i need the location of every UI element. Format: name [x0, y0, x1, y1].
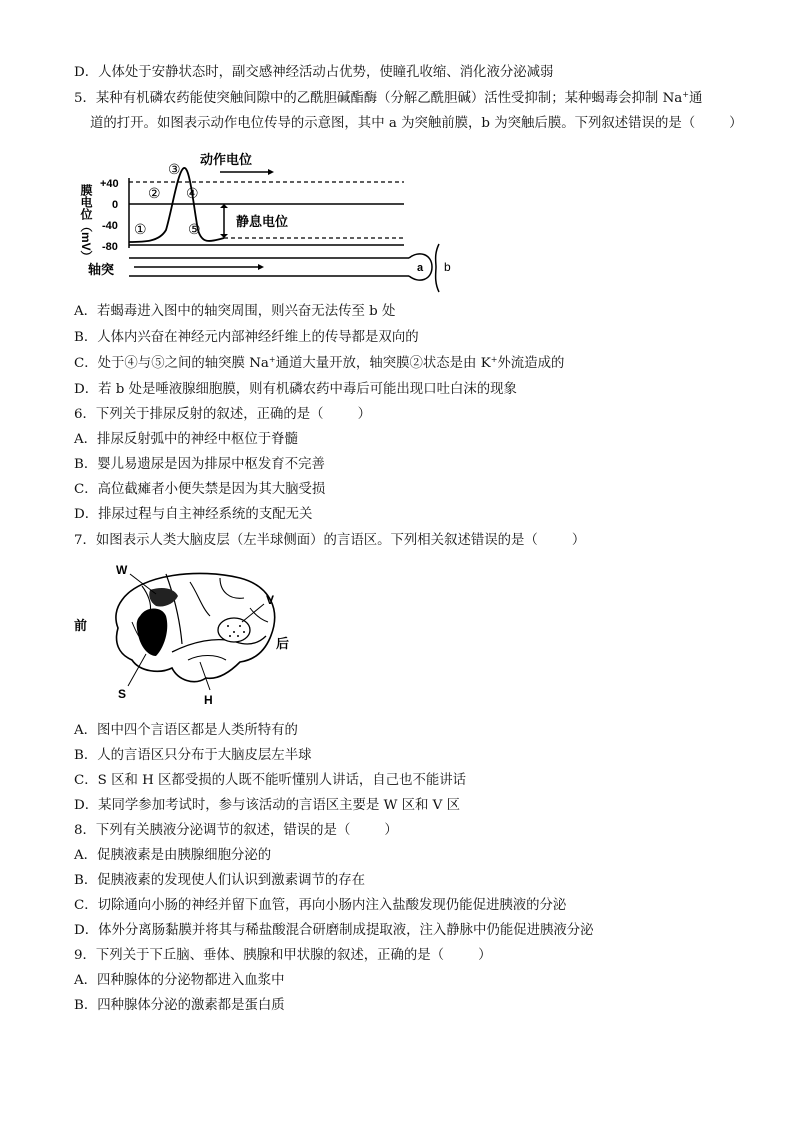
q6-stem: 6．下列关于排尿反射的叙述，正确的是（ ） — [74, 407, 371, 422]
q5-stem-line-2: 道的打开。如图表示动作电位传导的示意图，其中 a 为突触前膜，b 为突触后膜。下列叙述错误的是（ ） — [90, 116, 743, 131]
label-axon: 轴突 — [88, 262, 115, 277]
q7-stem: 7．如图表示人类大脑皮层（左半球侧面）的言语区。下列相关叙述错误的是（ ） — [74, 533, 586, 548]
label-action-potential: 动作电位 — [200, 152, 253, 167]
q9-stem: 9．下列关于下丘脑、垂体、胰腺和甲状腺的叙述，正确的是（ ） — [74, 948, 492, 963]
q5-option-a: A．若蝎毒进入图中的轴突周围，则兴奋无法传至 b 处 — [74, 304, 396, 319]
q6-option-a: A．排尿反射弧中的神经中枢位于脊髓 — [74, 432, 298, 447]
q8-option-c: C．切除通向小肠的神经并留下血管，再向小肠内注入盐酸发现仍能促进胰液的分泌 — [74, 898, 567, 913]
q7-option-c: C．S 区和 H 区都受损的人既不能听懂别人讲话，自己也不能讲话 — [74, 773, 467, 788]
marker-4: ④ — [186, 186, 199, 202]
label-front: 前 — [74, 619, 88, 634]
q9-option-b: B．四种腺体分泌的激素都是蛋白质 — [74, 998, 285, 1013]
q6-option-d: D．排尿过程与自主神经系统的支配无关 — [74, 507, 313, 522]
q8-option-b: B．促胰液素的发现使人们认识到激素调节的存在 — [74, 873, 366, 888]
tick-plus40: +40 — [100, 178, 119, 190]
q6-option-b: B．婴儿易遗尿是因为排尿中枢发育不完善 — [74, 457, 325, 472]
label-b: b — [444, 260, 451, 274]
q9-option-a: A．四种腺体的分泌物都进入血浆中 — [74, 973, 285, 988]
tick-minus40: -40 — [102, 220, 118, 232]
marker-1: ① — [134, 222, 147, 238]
ylabel: 膜电位（mV） — [79, 184, 93, 263]
q8-option-a: A．促胰液素是由胰腺细胞分泌的 — [74, 848, 272, 863]
action-potential-figure — [74, 150, 474, 300]
q8-stem: 8．下列有关胰液分泌调节的叙述，错误的是（ ） — [74, 823, 398, 838]
q5-option-c: C．处于④与⑤之间的轴突膜 Na+通道大量开放，轴突膜②状态是由 K+外流造成的 — [74, 355, 565, 371]
q6-option-c: C．高位截瘫者小便失禁是因为其大脑受损 — [74, 482, 326, 497]
label-V: V — [266, 593, 275, 607]
label-S: S — [118, 687, 127, 701]
q8-option-d: D．体外分离肠黏膜并将其与稀盐酸混合研磨制成提取液，注入静脉中仍能促进胰液分泌 — [74, 923, 594, 938]
tick-0: 0 — [112, 199, 119, 211]
brain-language-area-figure — [70, 560, 300, 710]
q5-option-b: B．人体内兴奋在神经元内部神经纤维上的传导都是双向的 — [74, 330, 419, 345]
q7-option-b: B．人的言语区只分布于大脑皮层左半球 — [74, 748, 312, 763]
label-a: a — [417, 262, 424, 274]
label-W: W — [116, 563, 128, 577]
q7-option-a: A．图中四个言语区都是人类所特有的 — [74, 723, 298, 738]
marker-3: ③ — [168, 162, 181, 178]
marker-2: ② — [148, 186, 161, 202]
label-H: H — [204, 693, 213, 707]
q5-option-d: D．若 b 处是唾液腺细胞膜，则有机磷农药中毒后可能出现口吐白沫的现象 — [74, 382, 517, 397]
marker-5: ⑤ — [188, 222, 201, 238]
label-back: 后 — [276, 637, 290, 652]
q4-option-d: D．人体处于安静状态时，副交感神经活动占优势，使瞳孔收缩、消化液分泌减弱 — [74, 65, 554, 80]
q7-option-d: D．某同学参加考试时，参与该活动的言语区主要是 W 区和 V 区 — [74, 798, 460, 813]
q5-stem-line-1: 5．某种有机磷农药能使突触间隙中的乙酰胆碱酯酶（分解乙酰胆碱）活性受抑制；某种蝎毒会抑制 Na+通 — [74, 90, 703, 106]
tick-minus80: -80 — [102, 241, 118, 253]
label-resting-potential: 静息电位 — [236, 214, 289, 229]
